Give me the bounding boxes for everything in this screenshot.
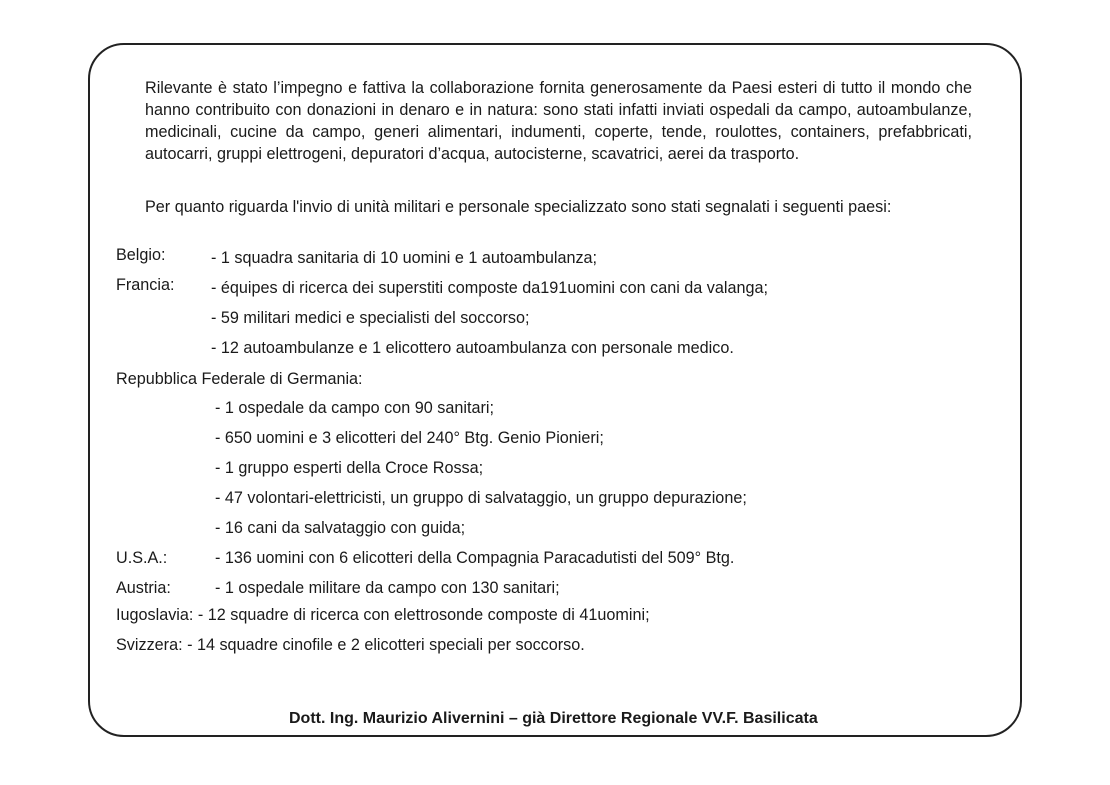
francia-item-3: - 12 autoambulanze e 1 elicottero autoambulanza con personale medico.: [211, 339, 734, 357]
iugoslavia-line: Iugoslavia: - 12 squadre di ricerca con elettrosonde composte di 41uomini;: [116, 606, 650, 624]
francia-item-1: - équipes di ricerca dei superstiti composte da191uomini con cani da valanga;: [211, 279, 768, 297]
country-label-belgio: Belgio:: [116, 246, 166, 264]
germania-item-3: - 1 gruppo esperti della Croce Rossa;: [215, 459, 484, 477]
francia-item-2: - 59 militari medici e specialisti del soccorso;: [211, 309, 530, 327]
germania-item-4: - 47 volontari-elettricisti, un gruppo di salvataggio, un gruppo depurazione;: [215, 489, 747, 507]
austria-item-1: - 1 ospedale militare da campo con 130 sanitari;: [215, 579, 560, 597]
germania-item-5: - 16 cani da salvataggio con guida;: [215, 519, 466, 537]
country-label-austria: Austria:: [116, 579, 171, 597]
country-label-francia: Francia:: [116, 276, 175, 294]
country-label-germania: Repubblica Federale di Germania:: [116, 370, 363, 388]
usa-item-1: - 136 uomini con 6 elicotteri della Compagnia Paracadutisti del 509° Btg.: [215, 549, 735, 567]
countries-intro-paragraph: Per quanto riguarda l'invio di unità militari e personale specializzato sono stati segnalati i seguenti paesi:: [145, 198, 892, 216]
belgio-item-1: - 1 squadra sanitaria di 10 uomini e 1 autoambulanza;: [211, 249, 598, 267]
intro-paragraph: Rilevante è stato l’impegno e fattiva la collaborazione fornita generosamente da Paesi esteri di tutto il mondo che hanno contribuito con donazioni in denaro e in natura: sono stati infatti inviati ospedali da campo, autoambulanze, medicinali, cucine da campo, generi alimentari, indumenti, coperte, tende, roulottes, containers, prefabbricati, autocarri, gruppi elettrogeni, depuratori d’acqua, autocisterne, scavatrici, aerei da trasporto.: [145, 79, 972, 163]
svizzera-line: Svizzera: - 14 squadre cinofile e 2 elicotteri speciali per soccorso.: [116, 636, 585, 654]
germania-item-1: - 1 ospedale da campo con 90 sanitari;: [215, 399, 494, 417]
country-label-usa: U.S.A.:: [116, 549, 168, 567]
author-footer: Dott. Ing. Maurizio Alivernini – già Direttore Regionale VV.F. Basilicata: [289, 710, 818, 727]
germania-item-2: - 650 uomini e 3 elicotteri del 240° Btg. Genio Pionieri;: [215, 429, 604, 447]
